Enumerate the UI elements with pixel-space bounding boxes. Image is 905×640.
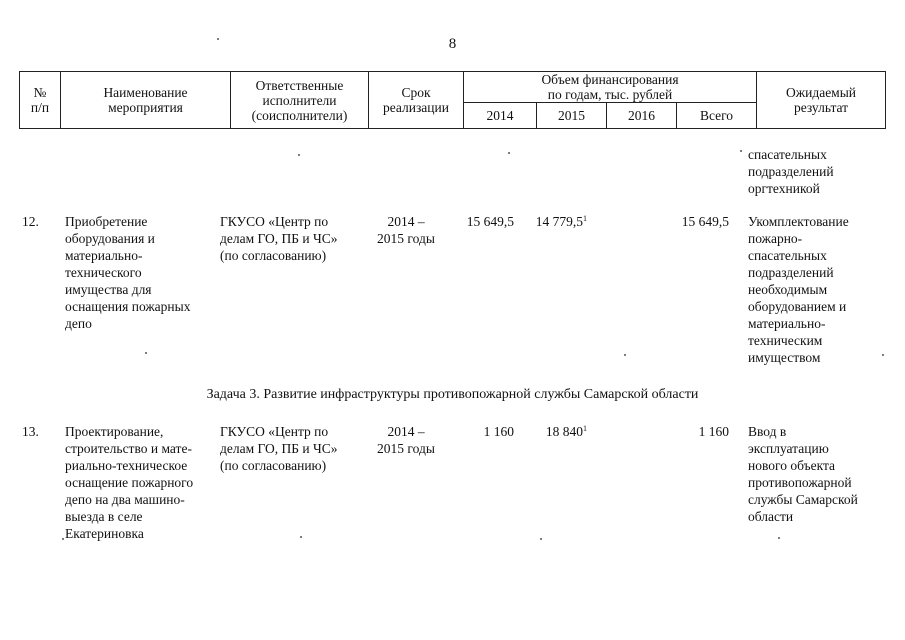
scan-speck xyxy=(217,38,219,40)
header-result: Ожидаемый результат xyxy=(757,72,886,129)
header-responsible: Ответственные исполнители (соисполнители) xyxy=(231,72,369,129)
row-12-term: 2014 – 2015 годы xyxy=(377,214,435,246)
scan-speck xyxy=(298,154,300,156)
scan-speck xyxy=(882,354,884,356)
scan-speck xyxy=(62,538,64,540)
footnote-mark: 1 xyxy=(583,214,587,223)
header-year-2014: 2014 xyxy=(464,103,537,129)
scan-speck xyxy=(145,352,147,354)
scan-speck xyxy=(740,150,742,152)
header-num: № п/п xyxy=(20,72,61,129)
header-name: Наименование мероприятия xyxy=(61,72,231,129)
header-term: Срок реализации xyxy=(369,72,464,129)
row-12-total: 15 649,5 xyxy=(681,214,729,229)
scan-speck xyxy=(508,152,510,154)
page-number: 8 xyxy=(448,36,457,52)
continuation-result: спасательных подразделений оргтехникой xyxy=(748,147,834,196)
row-12-2014: 15 649,5 xyxy=(466,214,514,229)
row-13-result: Ввод в эксплуатацию нового объекта противопожарной службы Самарской области xyxy=(748,424,858,524)
header-year-2016: 2016 xyxy=(607,103,677,129)
row-13-responsible: ГКУСО «Центр по делам ГО, ПБ и ЧС» (по согласованию) xyxy=(220,424,338,473)
scan-speck xyxy=(540,538,542,540)
table-header xyxy=(19,71,886,129)
row-12-responsible: ГКУСО «Центр по делам ГО, ПБ и ЧС» (по согласованию) xyxy=(220,214,338,263)
row-12-name: Приобретение оборудования и материально- технического имущества для оснащения пожарных депо xyxy=(65,214,191,331)
header-financing: Объем финансирования по годам, тыс. рублей xyxy=(464,72,757,103)
scan-speck xyxy=(300,536,302,538)
row-13-name: Проектирование, строительство и мате- риально-техническое оснащение пожарного депо на два машино- выезда в селе Екатериновка xyxy=(65,424,194,541)
scan-speck xyxy=(624,354,626,356)
scan-speck xyxy=(778,537,780,539)
header-year-2015: 2015 xyxy=(537,103,607,129)
header-total: Всего xyxy=(677,103,757,129)
row-12-result: Укомплектование пожарно- спасательных подразделений необходимым оборудованием и материально- техническим имуществом xyxy=(748,214,849,365)
row-13-2014: 1 160 xyxy=(483,424,514,439)
footnote-mark: 1 xyxy=(583,424,587,433)
row-13-2015: 18 $840^1$ xyxy=(545,424,587,439)
row-13-total: 1 160 xyxy=(698,424,729,439)
row-13-term: 2014 – 2015 годы xyxy=(377,424,435,456)
row-12-num: 12. xyxy=(22,214,39,229)
row-12-2015: 14 779,5$^1$ xyxy=(535,214,587,229)
row-13-num: 13. xyxy=(22,424,39,439)
task-heading: Задача 3. Развитие инфраструктуры противопожарной службы Самарской области xyxy=(206,387,699,402)
